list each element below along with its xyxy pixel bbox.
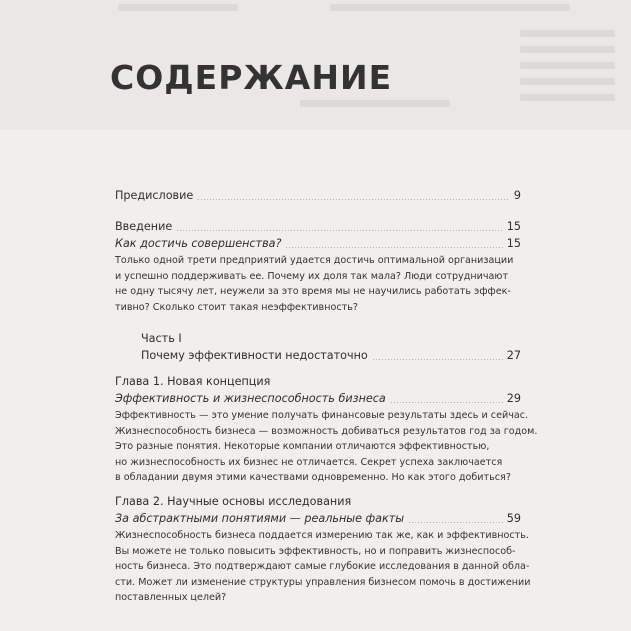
part1-title: Почему эффективности недостаточно xyxy=(141,349,368,362)
intro-subtitle: Как достичь совершенства? xyxy=(115,237,282,250)
chapter1-line: в обладании двумя этими качествами одновременно. Но как этого добиться? xyxy=(115,472,511,484)
intro-label: Введение xyxy=(115,220,173,233)
toc-entry-intro-subtitle[interactable] xyxy=(115,236,521,252)
part1-label: Часть I xyxy=(141,332,182,345)
chapter1-line: но жизнеспособность их бизнес не отличается. Секрет успеха заключается xyxy=(115,456,503,468)
intro-line: и успешно поддерживать ее. Почему их доля так мала? Люди сотрудничают xyxy=(115,270,509,282)
intro-line: Только одной трети предприятий удается достичь оптимальной организации xyxy=(115,255,514,266)
chapter2-label: Глава 2. Научные основы исследования xyxy=(115,495,352,508)
toc-entry-chapter1[interactable] xyxy=(115,391,521,407)
chapter2-page: 59 xyxy=(506,512,521,525)
dot-leader xyxy=(176,230,503,231)
toc-entry-part1[interactable] xyxy=(141,348,521,364)
part1-page: 27 xyxy=(506,349,521,362)
dot-leader xyxy=(285,247,502,248)
intro-line: не одну тысячу лет, неужели за это время мы не научились работать эффек- xyxy=(115,286,511,298)
chapter1-line: Это разные понятия. Некоторые компании отличаются эффективностью, xyxy=(115,441,490,453)
toc-entry-intro[interactable] xyxy=(115,219,521,235)
toc-entry-preface[interactable] xyxy=(115,188,521,204)
intro-line: тивно? Сколько стоит такая неэффективность? xyxy=(115,301,358,313)
chapter2-line: ность бизнеса. Это подтверждают самые глубокие исследования в данной обла- xyxy=(115,561,530,573)
dot-leader xyxy=(390,402,503,403)
dot-leader xyxy=(408,522,503,523)
dot-leader xyxy=(372,359,503,360)
chapter1-page: 29 xyxy=(506,392,521,405)
chapter1-line: Жизнеспособность бизнеса — возможность добиваться результатов год за годом. xyxy=(115,425,538,437)
chapter2-subtitle: За абстрактными понятиями — реальные факты xyxy=(115,512,405,525)
intro-page: 15 xyxy=(506,220,521,233)
preface-label: Предисловие xyxy=(115,189,194,202)
page-title: СОДЕРЖАНИЕ xyxy=(110,58,393,97)
chapter2-line: сти. Может ли изменение структуры управления бизнесом помочь в достижении xyxy=(115,576,531,588)
chapter1-subtitle: Эффективность и жизнеспособность бизнеса xyxy=(115,392,386,405)
chapter2-line: Вы можете не только повысить эффективность, но и поправить жизнеспособ- xyxy=(115,545,516,557)
chapter1-line: Эффективность — это умение получать финансовые результаты здесь и сейчас. xyxy=(115,410,529,421)
chapter1-label: Глава 1. Новая концепция xyxy=(115,375,271,388)
toc-entry-chapter2[interactable] xyxy=(115,511,521,527)
intro-subtitle-page: 15 xyxy=(506,237,521,250)
chapter2-line: поставленных целей? xyxy=(115,592,227,604)
chapter2-line: Жизнеспособность бизнеса поддается измерению так же, как и эффективность. xyxy=(115,530,529,541)
intro-description xyxy=(115,253,525,315)
chapter2-description xyxy=(115,528,531,606)
chapter1-description xyxy=(115,408,538,486)
preface-page: 9 xyxy=(513,189,521,202)
dot-leader xyxy=(197,199,510,200)
